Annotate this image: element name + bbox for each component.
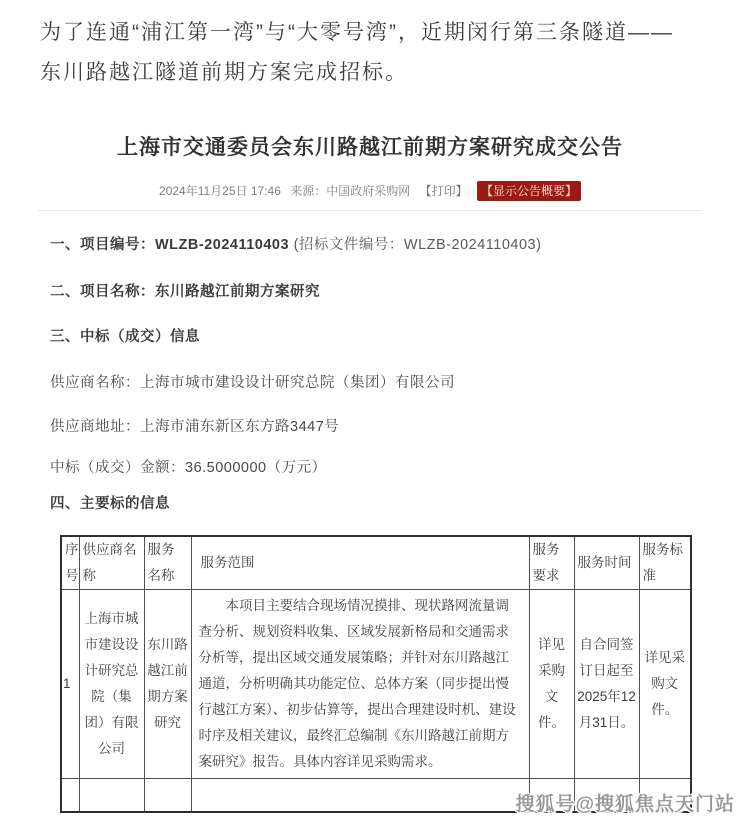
header-service-time: 服务时间	[574, 536, 639, 590]
empty-cell	[191, 779, 529, 812]
table-row	[61, 590, 691, 779]
meta-line	[0, 181, 740, 201]
section-project-number	[50, 233, 541, 254]
empty-cell	[79, 779, 144, 812]
header-service-scope: 服务范围	[191, 536, 529, 590]
empty-cell	[144, 779, 191, 812]
header-divider	[38, 210, 702, 211]
header-supplier-name: 供应商名称	[79, 536, 144, 590]
header-seq-no: 序号	[61, 536, 79, 590]
table-header-row	[61, 536, 691, 590]
supplier-address-line: 供应商地址：上海市浦东新区东方路3447号	[50, 419, 340, 435]
cell-supplier-name: 上海市城市建设设计研究总院（集团）有限公司	[79, 590, 144, 779]
print-button[interactable]: 【打印】	[419, 184, 468, 198]
cell-seq-no: 1	[61, 590, 79, 779]
cell-service-time: 自合同签订日起至2025年12月31日。	[574, 590, 639, 779]
header-service-standard: 服务标准	[639, 536, 691, 590]
announcement-title: 上海市交通委员会东川路越江前期方案研究成交公告	[117, 136, 623, 159]
empty-cell	[61, 779, 79, 812]
sohu-watermark: 搜狐号@搜狐焦点天门站	[515, 794, 735, 815]
header-service-requirement: 服务要求	[529, 536, 574, 590]
supplier-name-line: 供应商名称：上海市城市建设设计研究总院（集团）有限公司	[50, 375, 455, 391]
header-service-name: 服务名称	[144, 536, 191, 590]
show-summary-badge[interactable]: 【显示公告概要】	[477, 181, 581, 201]
cell-service-standard: 详见采购文件。	[639, 590, 691, 779]
project-number-label: 一、项目编号：	[50, 237, 155, 253]
intro-paragraph: 为了连通“浦江第一湾”与“大零号湾”，近期闵行第三条隧道——东川路越江隧道前期方案完成招标。	[40, 21, 674, 84]
cell-service-requirement: 详见采购文件。	[529, 590, 574, 779]
award-table	[60, 535, 692, 813]
project-number-value: WLZB-2024110403	[155, 237, 290, 253]
cell-service-scope: 本项目主要结合现场情况摸排、现状路网流量调查分析、规划资料收集、区域发展新格局和交通需求分析等，提出区域交通发展策略；并针对东川路越江通道，分析明确其功能定位、总体方案（同步提出慢行越江方案）、初步估算等，提出合理建设时机、建设时序及相关建议，最终汇总编制《东川路越江前期方案研究》报告。具体内容详见采购需求。	[191, 590, 529, 779]
section-award-info: 三、中标（成交）信息	[50, 329, 200, 345]
project-number-note: (招标文件编号：WLZB-2024110403)	[293, 237, 542, 253]
publish-datetime: 2024年11月25日 17:46	[159, 184, 281, 198]
section-project-name: 二、项目名称：东川路越江前期方案研究	[50, 284, 320, 300]
source-text: 来源：中国政府采购网	[290, 184, 411, 198]
section-main-target: 四、主要标的信息	[50, 496, 170, 512]
cell-service-name: 东川路越江前期方案研究	[144, 590, 191, 779]
award-amount-line: 中标（成交）金额：36.5000000（万元）	[50, 460, 327, 476]
